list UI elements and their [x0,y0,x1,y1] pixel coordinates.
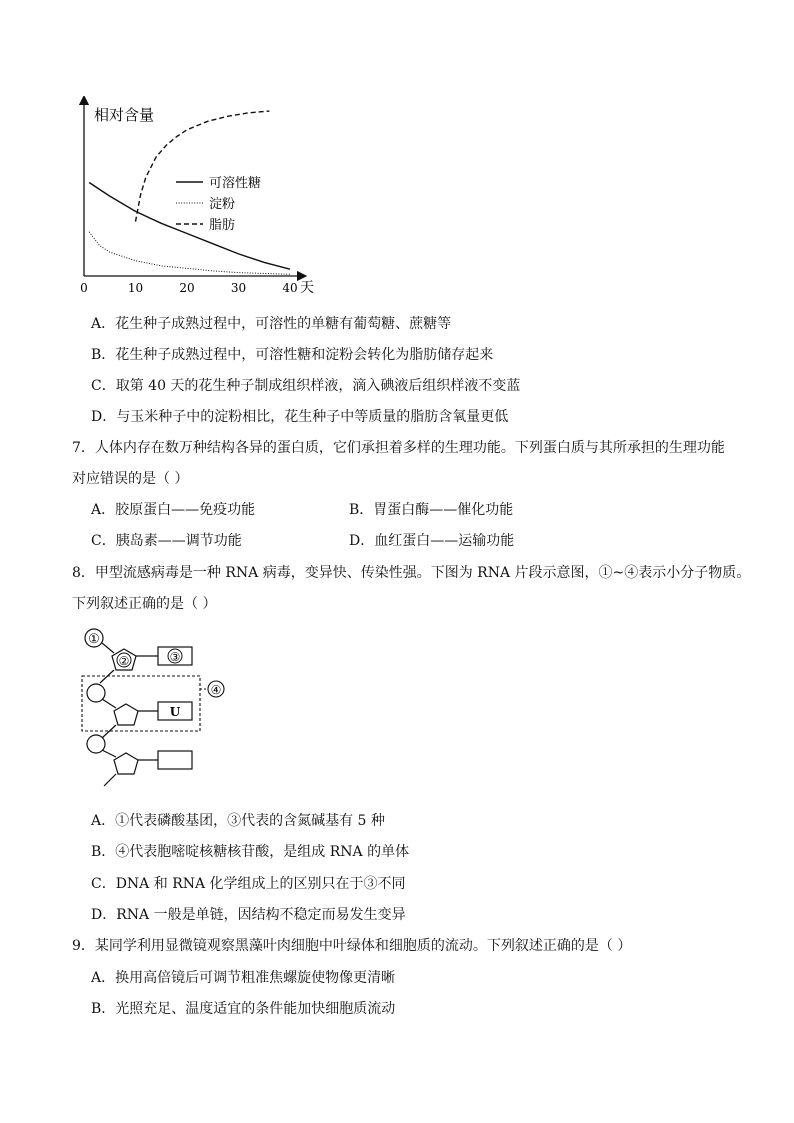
x-tick-label: 20 [179,281,195,295]
q8-stem-line2: 下列叙述正确的是（ ） [72,596,217,612]
backbone-line [104,774,116,786]
q8-option-a: A．①代表磷酸基团，③代表的含氮碱基有 5 种 [91,813,385,829]
q6-option-a: A．花生种子成熟过程中，可溶性的单糖有葡萄糖、蔗糖等 [91,316,452,332]
q9-option-a: A．换用高倍镜后可调节粗准焦螺旋使物像更清晰 [91,970,396,986]
x-tick-label: 0 [80,281,88,295]
x-tick-label: 30 [230,281,247,295]
q7-option-c: C．胰岛素——调节功能 [91,533,242,549]
label-1: ① [88,632,100,647]
content-chart [70,96,330,302]
q7-option-b: B．胃蛋白酶——催化功能 [349,502,514,518]
label-2: ② [118,654,130,668]
q6-option-d: D．与玉米种子中的淀粉相比，花生种子中等质量的脂肪含氧量更低 [91,409,509,425]
base-box-empty [158,751,192,769]
q9-option-b: B．光照充足、温度适宜的条件能加快细胞质流动 [91,1001,396,1017]
q8-stem-line1: 8．甲型流感病毒是一种 RNA 病毒，变异快、传染性强。下图为 RNA 片段示意图，①~④表示小分子物质。 [72,565,751,581]
x-tick-label: 40 [282,281,298,295]
q7-option-a: A．胶原蛋白——免疫功能 [91,502,256,518]
bond-line [102,643,114,653]
chart-svg [70,96,330,302]
pentose [114,753,138,774]
bond-line [102,699,116,708]
q6-option-b: B．花生种子成熟过程中，可溶性糖和淀粉会转化为脂肪储存起来 [91,347,494,363]
pentose [114,704,138,725]
rna-diagram [78,626,238,796]
legend-label: 可溶性糖 [209,176,262,191]
q8-option-d: D．RNA 一般是单链，因结构不稳定而易发生变异 [91,907,406,923]
q7-option-d: D．血红蛋白——运输功能 [349,533,515,549]
x-tick-label: 10 [127,281,144,295]
base-u-label: U [169,705,181,719]
q8-option-c: C．DNA 和 RNA 化学组成上的区别只在于③不同 [91,876,406,892]
q9-stem-line1: 9．某同学利用显微镜观察黑藻叶肉细胞中叶绿体和细胞质的流动。下列叙述正确的是（ ） [72,938,632,954]
rna-diagram-svg [78,626,238,796]
q7-stem-line2: 对应错误的是（ ） [72,471,189,487]
series-line-solid [89,183,290,270]
x-axis-label: 天 [300,280,314,296]
q6-option-c: C．取第 40 天的花生种子制成组织样液，滴入碘液后组织样液不变蓝 [91,378,521,394]
label-3: ③ [169,650,181,664]
series-line-dotted [89,232,290,274]
bond-line [102,750,116,757]
series-line-dashed [136,111,270,222]
label-4: ④ [210,683,222,697]
q8-option-b: B．④代表胞嘧啶核糖核苷酸，是组成 RNA 的单体 [91,844,410,860]
backbone-line [102,725,116,738]
y-axis-label: 相对含量 [94,106,155,124]
q7-stem-line1: 7．人体内存在数万种结构各异的蛋白质，它们承担着多样的生理功能。下列蛋白质与其所承担的生理功能 [72,440,725,456]
legend-label: 脂肪 [209,218,236,233]
legend-label: 淀粉 [209,197,236,212]
